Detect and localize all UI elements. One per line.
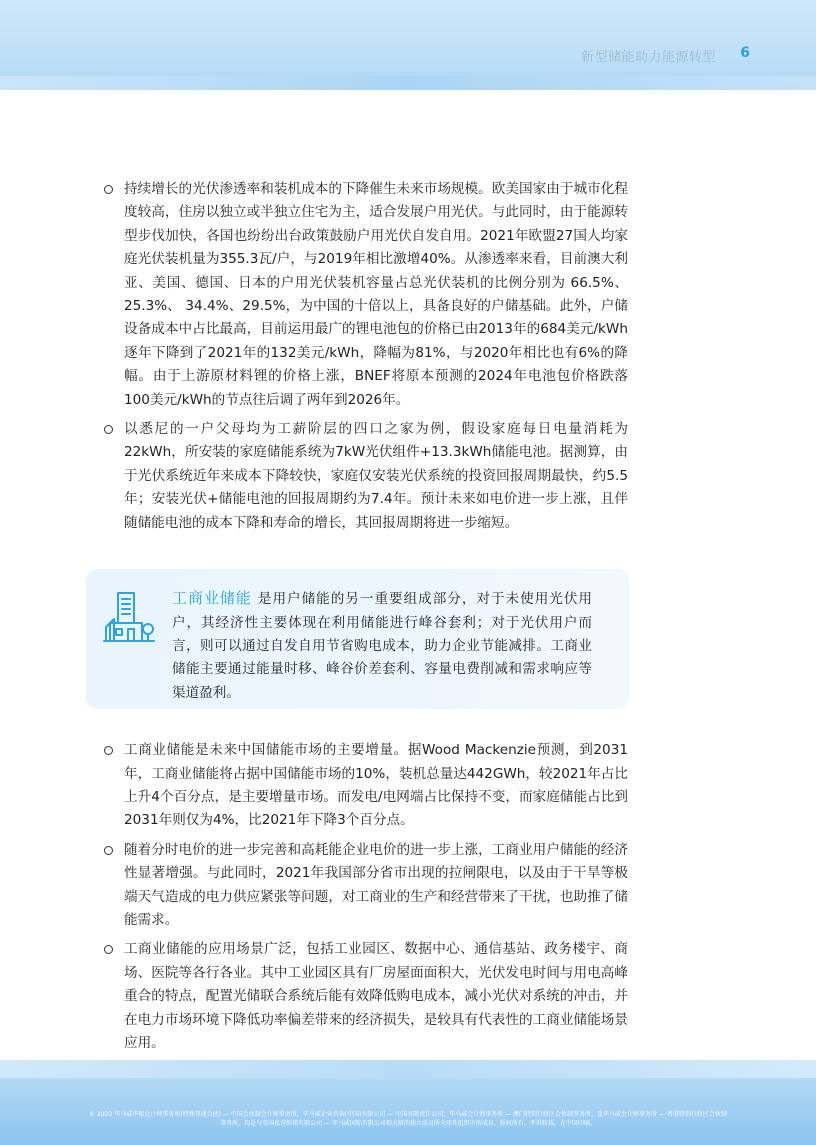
bullet-text: 工商业储能的应用场景广泛，包括工业园区、数据中心、通信基站、政务楼宇、商场、医院等各行各业。其中工业园区具有厂房屋面面积大，光伏发电时间与用电高峰重合的特点，配置光储联合系统后能有效降低购电成本，减小光伏对系统的冲击，并在电力市场环境下降低功率偏差带来的经济损失，是较具有代表性的工商业储能场景应用。 [124, 941, 628, 1051]
callout-body: 是用户储能的另一重要组成部分，对于未使用光伏用户，其经济性主要体现在利用储能进行峰谷套利；对于光伏用户而言，则可以通过自发自用节省购电成本，助力企业节能减排。工商业储能主要通过能量时移、峰谷价差套利、容量电费削减和需求响应等渠道盈利。 [172, 591, 592, 701]
bullet-text: 工商业储能是未来中国储能市场的主要增量。据Wood Mackenzie预测，到2031年，工商业储能将占据中国储能市场的10%，装机总量达442GWh，较2021年占比上升4个百分点，是主要增量市场。而发电/电网端占比保持不变，而家庭储能占比到2031年则仅为4%，比2021年下降3个百分点。 [124, 742, 628, 829]
page-footer [0, 1060, 816, 1145]
bullet-item [102, 739, 628, 833]
bullet-list-bottom [102, 739, 628, 1055]
bullet-item [102, 418, 628, 535]
main-content [102, 178, 628, 1055]
bullet-text: 以悉尼的一户父母均为工薪阶层的四口之家为例，假设家庭每日电量消耗为22kWh，所安装的家庭储能系统为7kW光伏组件+13.3kWh储能电池。据测算，由于光伏系统近年来成本下降较快，家庭仅安装光伏系统的投资回报周期最快，约5.5年；安装光伏+储能电池的回报周期约为7.4年。预计未来如电价进一步上涨，且伴随储能电池的成本下降和寿命的增长，其回报周期将进一步缩短。 [124, 421, 628, 531]
callout-text [172, 587, 592, 705]
bullet-item [102, 938, 628, 1055]
office-building-icon [102, 589, 156, 645]
bullet-item [102, 178, 628, 412]
callout-panel [86, 569, 629, 709]
bullet-text: 随着分时电价的进一步完善和高耗能企业电价的进一步上涨，工商业用户储能的经济性显著增强。与此同时，2021年我国部分省市出现的拉闸限电，以及由于干旱等极端天气造成的电力供应紧张等问题，对工商业的生产和经营带来了干扰，也助推了储能需求。 [124, 841, 628, 928]
page-header [0, 0, 816, 90]
bullet-text: 持续增长的光伏渗透率和装机成本的下降催生未来市场规模。欧美国家由于城市化程度较高，住房以独立或半独立住宅为主，适合发展户用光伏。与此同时，由于能源转型步伐加快，各国也纷纷出台政策鼓励户用光伏自发自用。2021年欧盟27国人均家庭光伏装机量为355.3瓦/户，与2019年相比激增40%。从渗透率来看，目前澳大利亚、美国、德国、日本的户用光伏装机容量占总光伏装机的比例分别为 66.5%、25.3%、 34.4%、29.5%，为中国的十倍以上，具备良好的户储基础。此外，户储设备成本中占比最高，目前运用最广的锂电池包的价格已由2013年的684美元/kWh逐年下降到了2021年的132美元/kWh，降幅为81%，与2020年相比也有6%的降幅。由于上游原材料锂的价格上涨，BNEF将原本预测的2024年电池包价格跌落100美元/kWh的节点往后调了两年到2026年。 [124, 181, 628, 408]
callout-box [86, 569, 629, 709]
footer-legal-text: © 2023 毕马威华振会计师事务所(特殊普通合伙) — 中国合伙制会计师事务所，毕马威企业咨询(中国)有限公司 — 中国有限责任公司，毕马威会计师事务所 — 澳门特别行政区合伙制事务所，及毕马威会计师事务所 — 香港特别行政区合伙制事务所，均是与英国私营担保有限公司 — 毕马威国际有限公司相关联的独立成员所全球性组织中的成员。版权所有，不得转载。在中国印刷。 [89, 1111, 727, 1127]
running-title: 新型储能助力能源转型 [580, 50, 716, 65]
page-number: 6 [740, 45, 750, 61]
callout-heading: 工商业储能 [172, 589, 252, 608]
bullet-item [102, 839, 628, 933]
